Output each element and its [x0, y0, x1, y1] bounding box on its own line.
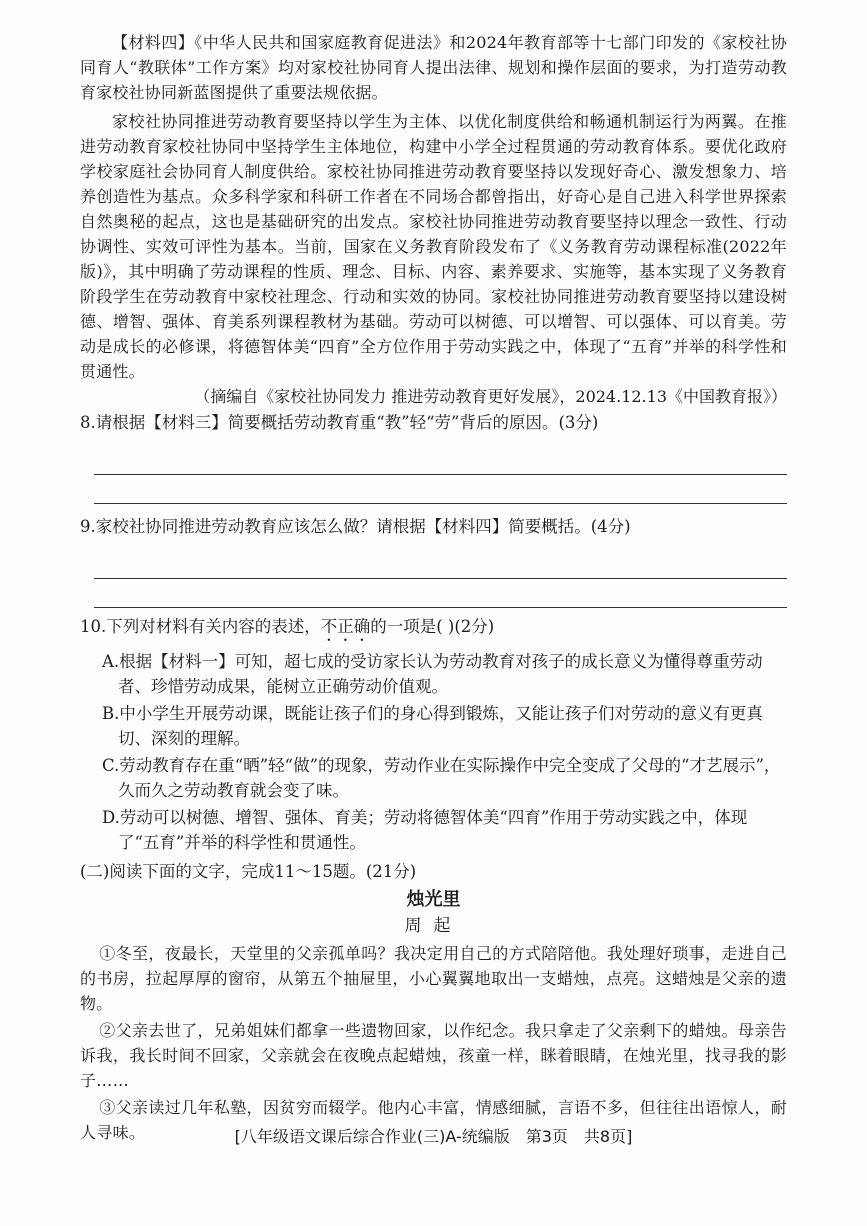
question-8: 8.请根据【材料三】简要概括劳动教育重“教”轻“劳”背后的原因。(3分) — [80, 413, 599, 432]
question-10-emphasis: 不正确 — [320, 617, 371, 636]
question-10 — [80, 614, 787, 645]
question-10-suffix: 的一项是( )(2分) — [370, 617, 495, 636]
answer-line[interactable] — [94, 446, 787, 475]
question-9: 9.家校社协同推进劳动教育应该怎么做？请根据【材料四】简要概括。(4分) — [80, 517, 631, 536]
material4-intro: 【材料四】《中华人民共和国家庭教育促进法》和2024年教育部等十七部门印发的《家校社协同育人“教联体”工作方案》均对家校社协同育人提出法律、规划和操作层面的要求，为打造劳动教育家校社协同新蓝图提供了重要法规依据。 — [80, 33, 787, 102]
section-heading: (二)阅读下面的文字，完成11～15题。(21分) — [80, 862, 417, 881]
material4-source: （摘编自《家校社协同发力 推进劳动教育更好发展》，2024.12.13《中国教育报》） — [194, 387, 787, 406]
story-paragraph-1: ①冬至，夜最长，天堂里的父亲孤单吗？我决定用自己的方式陪陪他。我处理好琐事，走进自己的书房，拉起厚厚的窗帘，从第五个抽屉里，小心翼翼地取出一支蜡烛，点亮。这蜡烛是父亲的遗物。 — [80, 944, 787, 1013]
story-title: 烛光里 — [406, 889, 461, 910]
story-paragraph-2: ②父亲去世了，兄弟姐妹们都拿一些遗物回家，以作纪念。我只拿走了父亲剩下的蜡烛。母亲告诉我，我长时间不回家，父亲就会在夜晚点起蜡烛，孩童一样，眯着眼睛，在烛光里，找寻我的影子…… — [80, 1021, 787, 1090]
answer-line[interactable] — [94, 475, 787, 504]
material4-body: 家校社协同推进劳动教育要坚持以学生为主体、以优化制度供给和畅通机制运行为两翼。在推进劳动教育家校社协同中坚持学生主体地位，构建中小学全过程贯通的劳动教育体系。要优化政府学校家庭社会协同育人制度供给。家校社协同推进劳动教育要坚持以发现好奇心、激发想象力、培养创造性为基点。众多科学家和科研工作者在不同场合都曾指出，好奇心是自己进入科学世界探索自然奥秘的起点，这也是基础研究的出发点。家校社协同推进劳动教育要坚持以理念一致性、行动协调性、实效可评性为基本。当前，国家在义务教育阶段发布了《义务教育劳动课程标准(2022年版)》，其中明确了劳动课程的性质、理念、目标、内容、素养要求、实施等，基本实现了义务教育阶段学生在劳动教育中家校社理念、行动和实效的协同。家校社协同推进劳动教育要坚持以建设树德、增智、强体、育美系列课程教材为基础。劳动可以树德、可以增智、可以强体、可以育美。劳动是成长的必修课，将德智体美“四育”全方位作用于劳动实践之中，体现了“五育”并举的科学性和贯通性。 — [80, 112, 787, 381]
option-c: C.劳动教育存在重“晒”轻“做”的现象，劳动作业在实际操作中完全变成了父母的“才艺展示”，久而久之劳动教育就会变了味。 — [102, 756, 781, 800]
option-d: D.劳动可以树德、增智、强体、育美；劳动将德智体美“四育”作用于劳动实践之中，体现了“五育”并举的科学性和贯通性。 — [102, 808, 748, 852]
option-b: B.中小学生开展劳动课，既能让孩子们的身心得到锻炼，又能让孩子们对劳动的意义有更真切、深刻的理解。 — [102, 704, 763, 748]
question-10-prefix: 10.下列对材料有关内容的表述， — [80, 617, 321, 636]
answer-line[interactable] — [94, 579, 787, 608]
page-footer: [八年级语文课后综合作业(三)A-统编版 第3页 共8页] — [234, 1127, 633, 1146]
answer-line[interactable] — [94, 550, 787, 579]
story-author: 周起 — [404, 916, 463, 936]
story-paragraph-3: ③父亲读过几年私塾，因贫穷而辍学。他内心丰富，情感细腻，言语不多，但往往出语惊人，耐人寻味。 — [80, 1098, 787, 1142]
option-a: A.根据【材料一】可知，超七成的受访家长认为劳动教育对孩子的成长意义为懂得尊重劳动者、珍惜劳动成果，能树立正确劳动价值观。 — [102, 652, 763, 696]
